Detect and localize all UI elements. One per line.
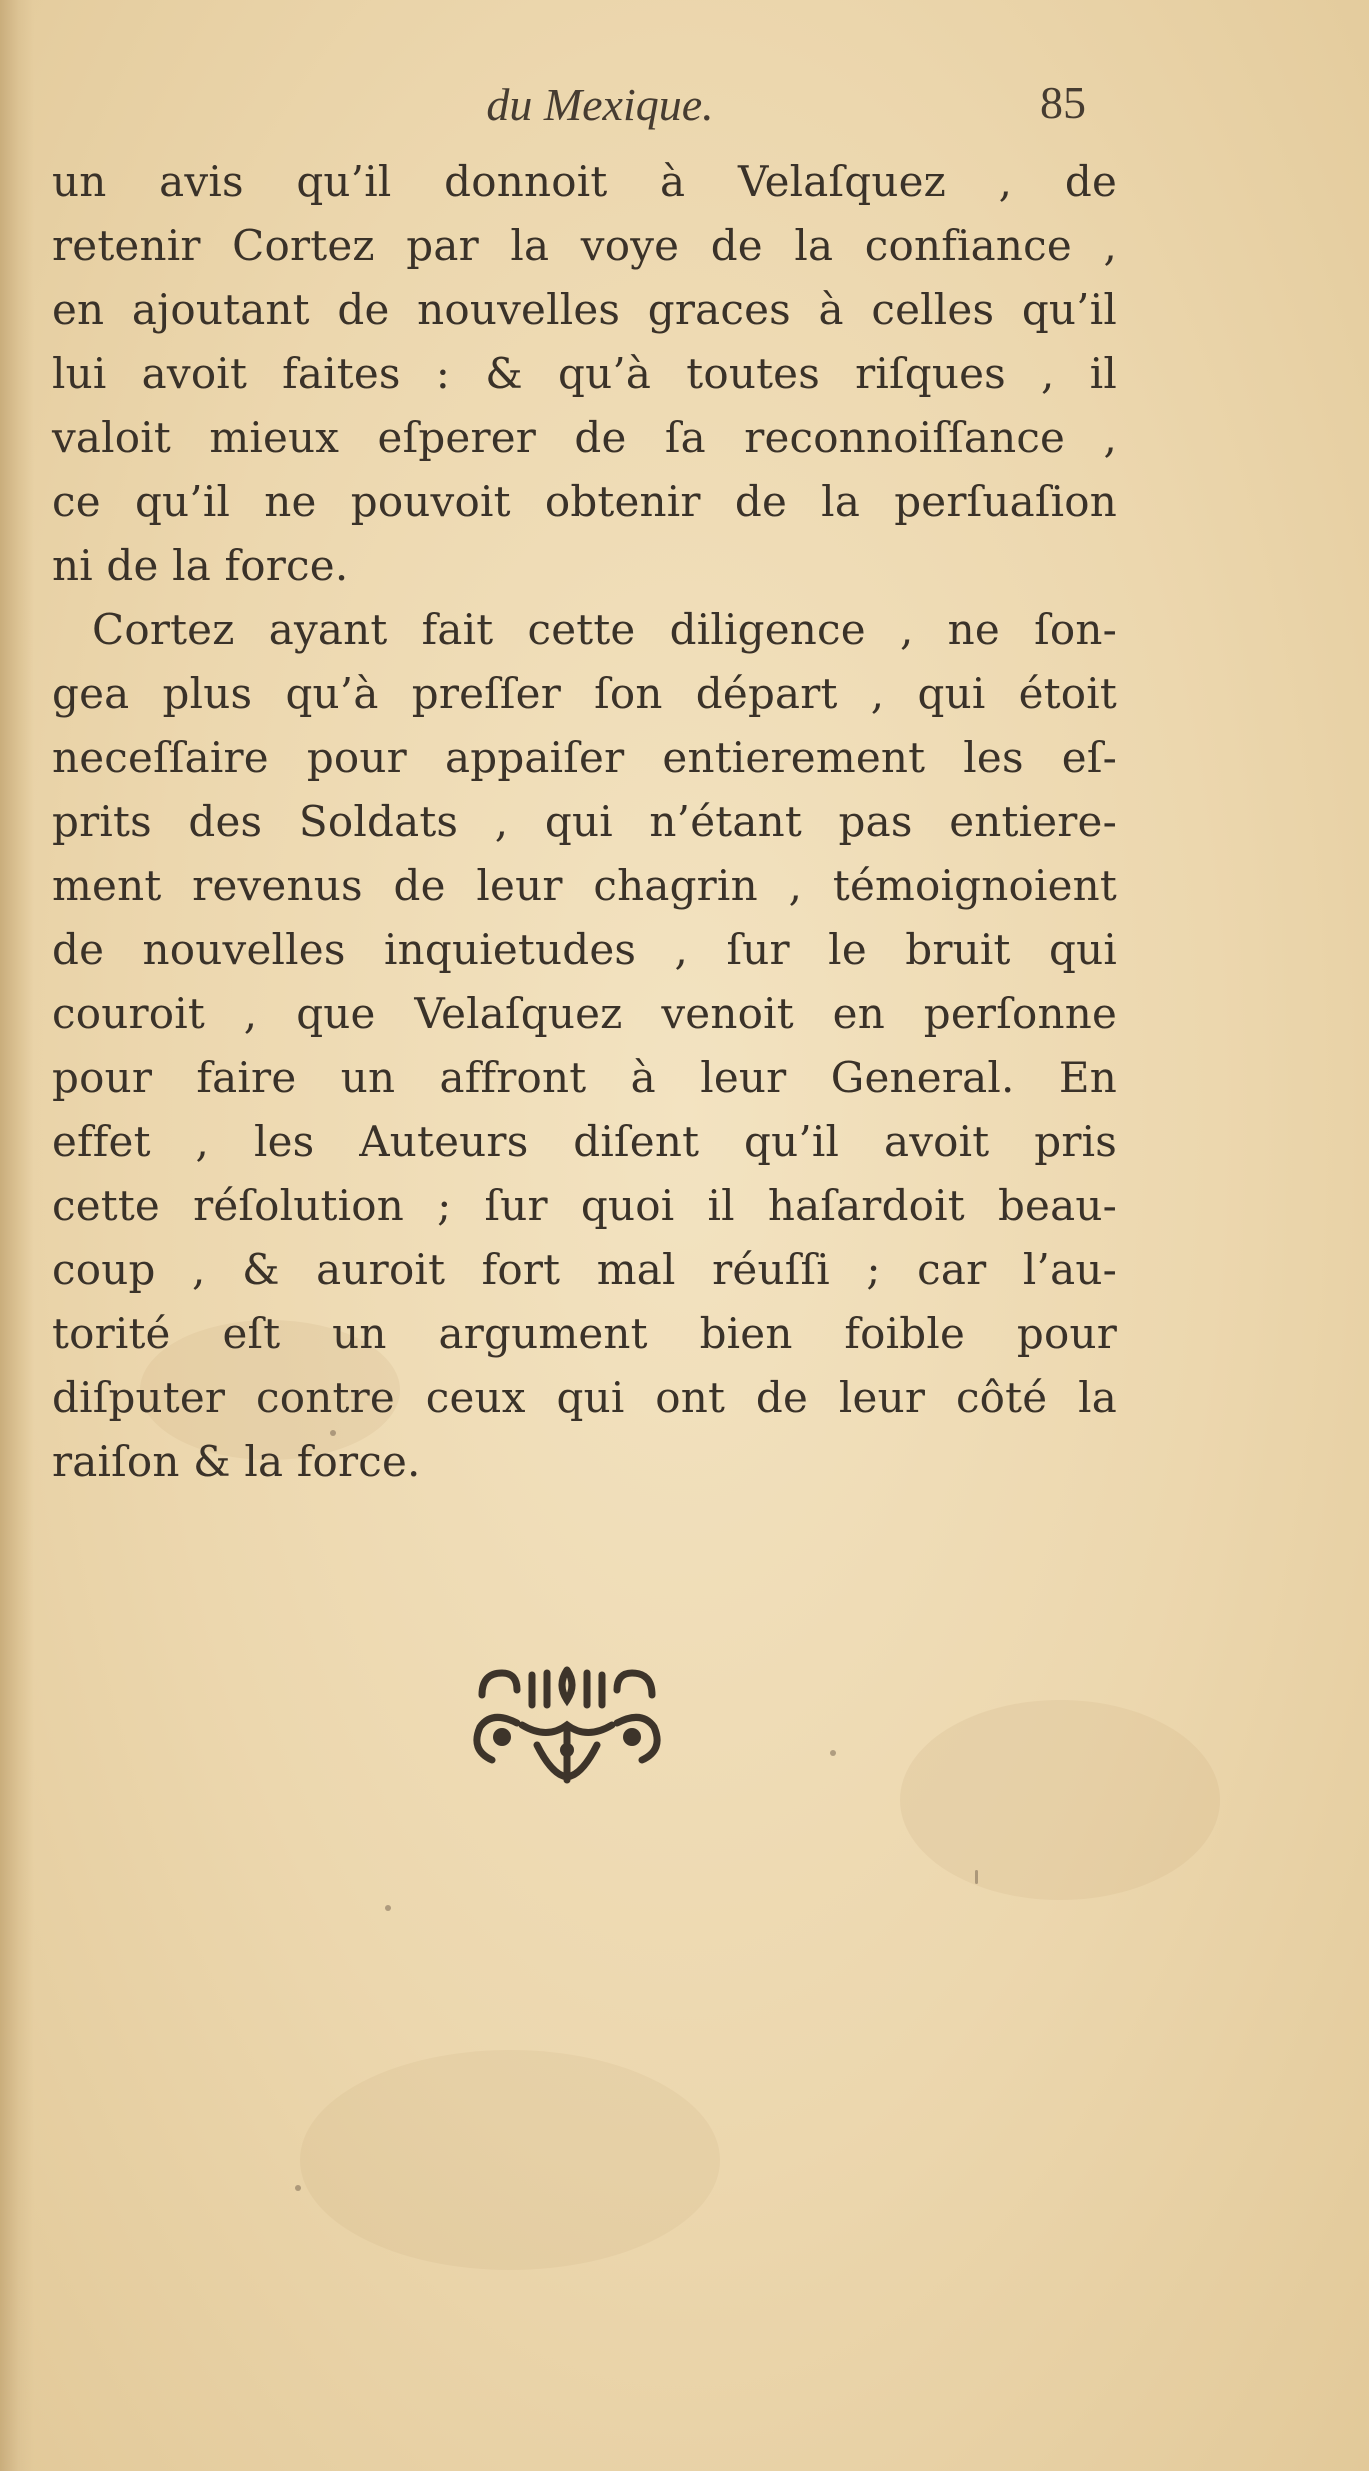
- paper-stain: [300, 2050, 720, 2270]
- ink-speck: [385, 1905, 391, 1911]
- paragraph-start-line: Cortez ayant fait cette diligence , ne ſon-: [92, 605, 1117, 654]
- text-line: pour faire un affront à leur General. En: [52, 1053, 1117, 1102]
- text-line: ment revenus de leur chagrin , témoignoient: [52, 861, 1117, 910]
- text-line: un avis qu’il donnoit à Velaſquez , de: [52, 157, 1117, 206]
- text-line: de nouvelles inquietudes , ſur le bruit qui: [52, 925, 1117, 974]
- binding-edge: [0, 0, 34, 2471]
- text-line: lui avoit faites : & qu’à toutes riſques , il: [52, 349, 1117, 398]
- paper-stain: [900, 1700, 1220, 1900]
- text-line: torité eſt un argument bien foible pour: [52, 1309, 1117, 1358]
- ink-speck: [830, 1750, 836, 1756]
- text-line: neceſſaire pour appaiſer entierement les eſ-: [52, 733, 1117, 782]
- body-text: [52, 150, 1117, 1494]
- text-line: en ajoutant de nouvelles graces à celles qu’il: [52, 285, 1117, 334]
- text-line: diſputer contre ceux qui ont de leur côté la: [52, 1373, 1117, 1422]
- running-title: du Mexique.: [486, 79, 714, 130]
- paragraph-end-line: raiſon & la force.: [52, 1437, 421, 1486]
- text-line: couroit , que Velaſquez venoit en perſonne: [52, 989, 1117, 1038]
- ink-speck: [330, 1430, 336, 1436]
- paragraph-end-line: ni de la force.: [52, 541, 349, 590]
- text-line: cette réſolution ; ſur quoi il haſardoit beau-: [52, 1181, 1117, 1230]
- fleuron-ornament-icon: [462, 1665, 672, 1785]
- text-line: ce qu’il ne pouvoit obtenir de la perſuaſion: [52, 477, 1117, 526]
- ink-speck: [295, 2185, 301, 2191]
- text-line: retenir Cortez par la voye de la confiance ,: [52, 221, 1117, 270]
- text-line: coup , & auroit fort mal réuſſi ; car l’au-: [52, 1245, 1117, 1294]
- text-line: gea plus qu’à preſſer ſon départ , qui étoit: [52, 669, 1117, 718]
- text-line: effet , les Auteurs diſent qu’il avoit pris: [52, 1117, 1117, 1166]
- text-line: valoit mieux eſperer de ſa reconnoiſſance ,: [52, 413, 1117, 462]
- page-number: 85: [1040, 77, 1086, 128]
- text-line: prits des Soldats , qui n’étant pas entiere-: [52, 797, 1117, 846]
- ink-speck: [975, 1870, 978, 1884]
